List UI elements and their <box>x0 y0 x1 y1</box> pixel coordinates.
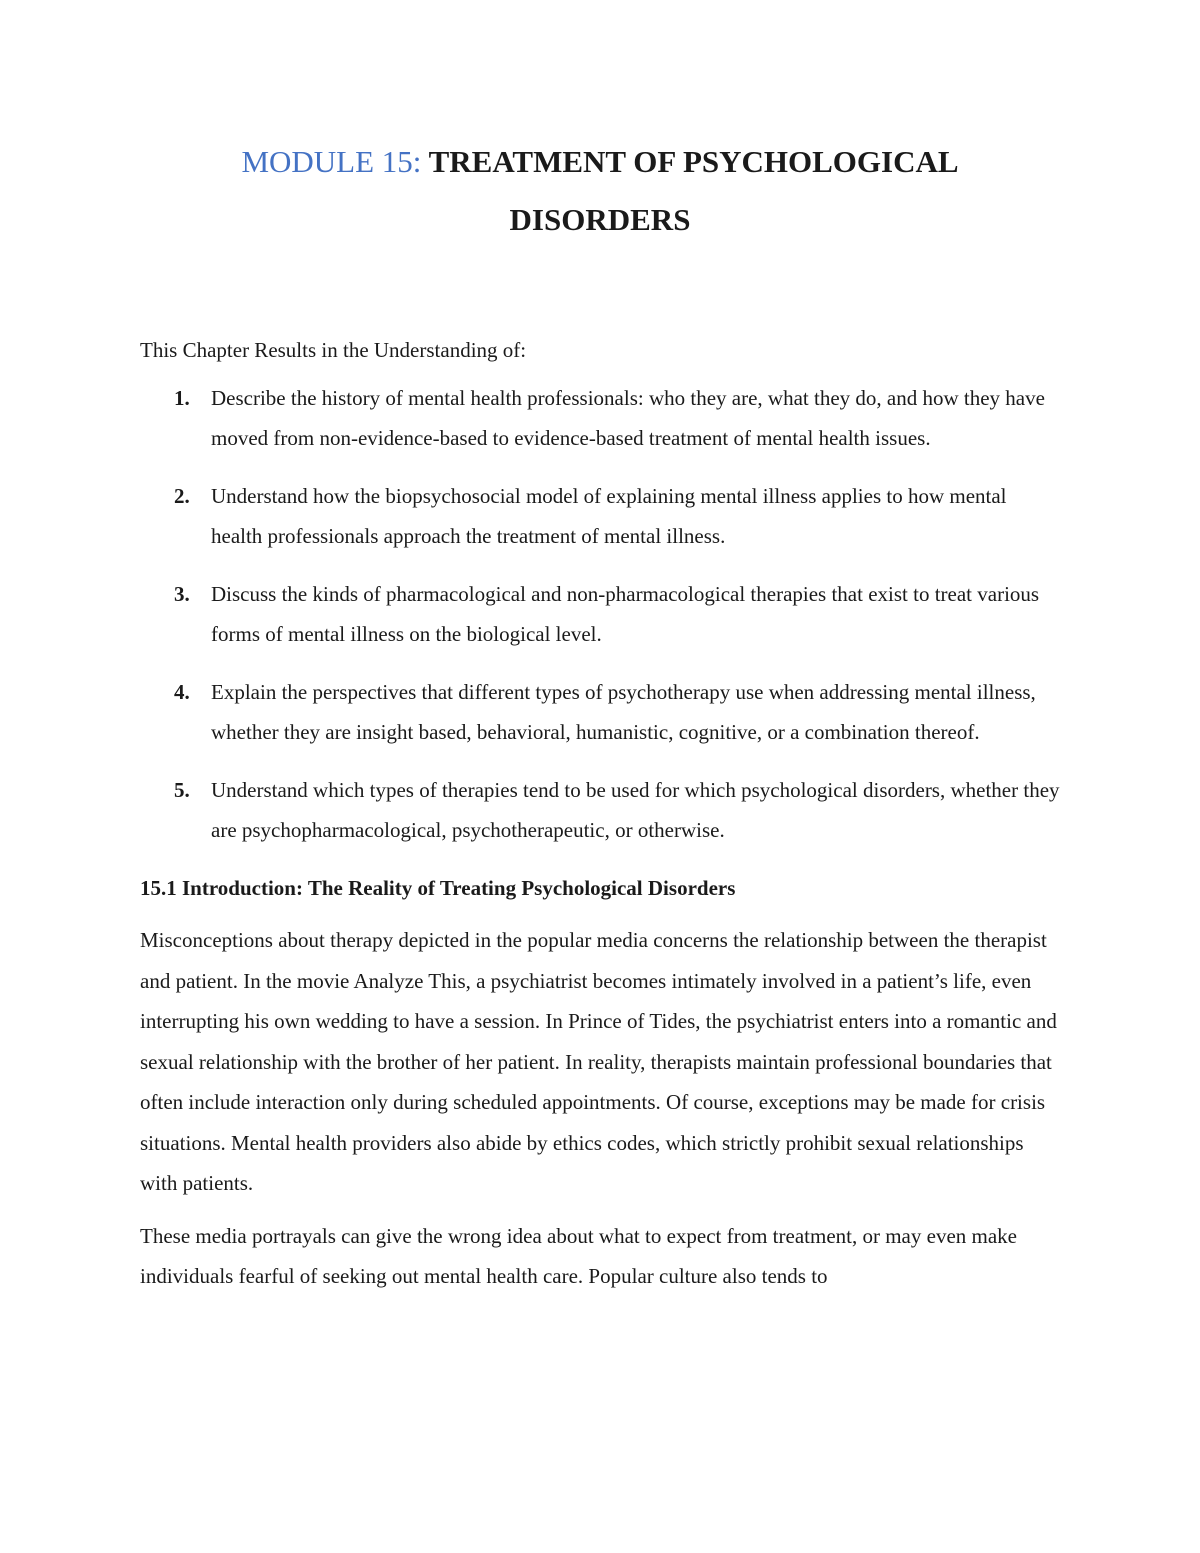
section-paragraph: These media portrayals can give the wrong idea about what to expect from treatment, or may even make individuals fearful of seeking out mental health care. Popular culture also tends to <box>140 1223 1017 1288</box>
objective-text: Describe the history of mental health professionals: who they are, what they do, and how they have moved from non-evidence-based to evidence-based treatment of mental health issues. <box>211 385 1045 450</box>
objective-text: Discuss the kinds of pharmacological and non-pharmacological therapies that exist to treat various forms of mental illness on the biological level. <box>211 581 1040 646</box>
objective-item <box>140 476 1060 557</box>
objective-item <box>140 574 1060 655</box>
objective-text: Explain the perspectives that different types of psychotherapy use when addressing mental illness, whether they are insight based, behavioral, humanistic, cognitive, or a combination thereof. <box>211 679 1036 744</box>
objective-item <box>140 770 1060 851</box>
module-number: MODULE 15: <box>241 144 422 179</box>
section-paragraph: Misconceptions about therapy depicted in the popular media concerns the relationship between the therapist and patient. In the movie Analyze This, a psychiatrist becomes intimately involved in a patient’s life, even interrupting his own wedding to have a session. In Prince of Tides, the psychiatrist enters into a romantic and sexual relationship with the brother of her patient. In reality, therapists maintain professional boundaries that often include interaction only during scheduled appointments. Of course, exceptions may be made for crisis situations. Mental health providers also abide by ethics codes, which strictly prohibit sexual relationships with patients. <box>140 928 1057 1195</box>
objective-number: 2. <box>174 483 190 508</box>
objective-number: 4. <box>174 679 190 704</box>
module-title-line2: DISORDERS <box>509 202 691 237</box>
objective-item <box>140 378 1060 459</box>
objective-item <box>140 672 1060 753</box>
section-heading: 15.1 Introduction: The Reality of Treating Psychological Disorders <box>140 875 736 900</box>
module-title-line1: TREATMENT OF PSYCHOLOGICAL <box>428 144 959 179</box>
objective-number: 3. <box>174 581 190 606</box>
intro-text: This Chapter Results in the Understanding of: <box>140 338 527 362</box>
objective-number: 1. <box>174 385 190 410</box>
objectives-list <box>140 378 1060 851</box>
objective-text: Understand how the biopsychosocial model of explaining mental illness applies to how mental health professionals approach the treatment of mental illness. <box>211 483 1007 548</box>
document-body <box>140 330 1060 1309</box>
objective-text: Understand which types of therapies tend to be used for which psychological disorders, whether they are psychopharmacological, psychotherapeutic, or otherwise. <box>211 777 1060 842</box>
objective-number: 5. <box>174 777 190 802</box>
module-title <box>140 133 1060 249</box>
